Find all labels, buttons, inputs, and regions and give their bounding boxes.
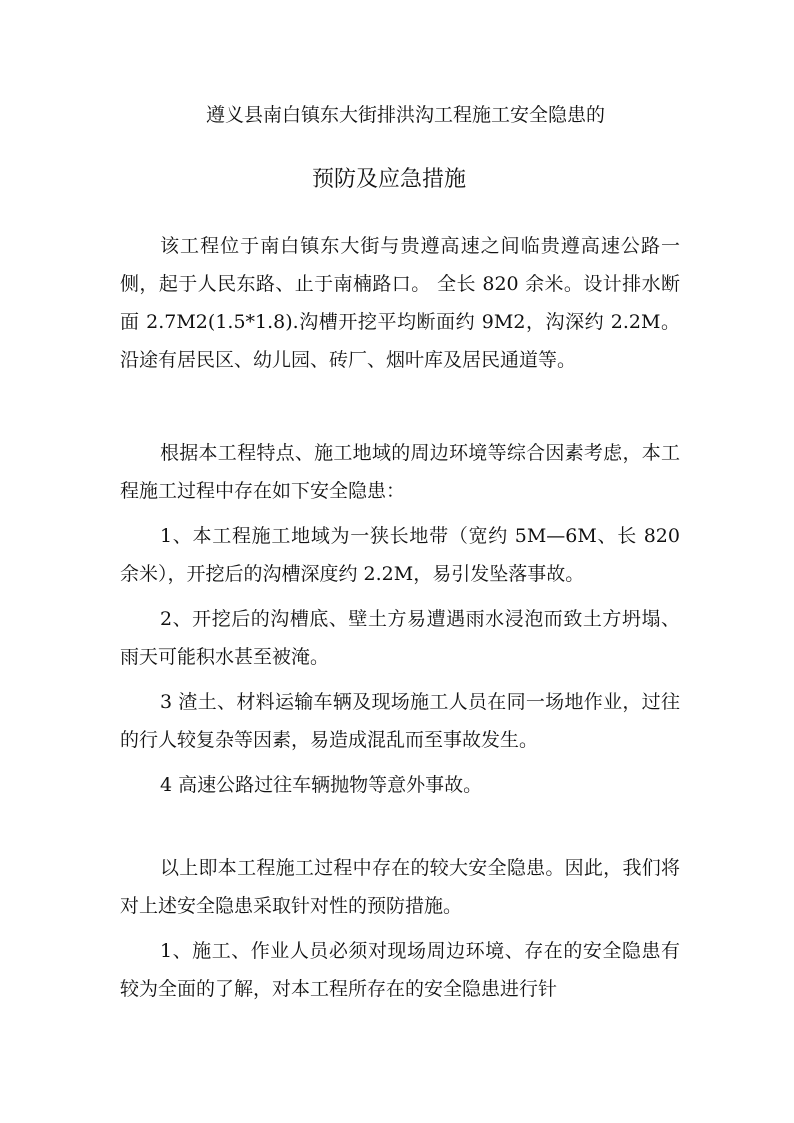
- paragraph-hazard-4: 4 高速公路过往车辆抛物等意外事故。: [160, 774, 483, 796]
- paragraph-hazard-1: 1、本工程施工地域为一狭长地带（宽约 5M—6M、长 820 余米），开挖后的沟槽深度约 2.2M，易引发坠落事故。: [120, 525, 680, 585]
- document-title-line2: 预防及应急措施: [312, 167, 467, 192]
- paragraph-project-overview: 该工程位于南白镇东大街与贵遵高速之间临贵遵高速公路一侧，起于人民东路、止于南楠路口。 全长 820 余米。设计排水断面 2.7M2(1.5*1.8).沟槽开挖平均断面约 9M2，沟深约 2.2M。沿途有居民区、幼儿园、砖厂、烟叶库及居民通道等。: [120, 235, 680, 371]
- paragraph-summary: 以上即本工程施工过程中存在的较大安全隐患。因此，我们将对上述安全隐患采取针对性的预防措施。: [120, 857, 680, 917]
- paragraph-hazard-3: 3 渣土、材料运输车辆及现场施工人员在同一场地作业，过往的行人较复杂等因素，易造成混乱而至事故发生。: [120, 691, 680, 751]
- paragraph-hazard-intro: 根据本工程特点、施工地域的周边环境等综合因素考虑，本工程施工过程中存在如下安全隐患：: [120, 442, 680, 502]
- paragraph-hazard-2: 2、开挖后的沟槽底、壁土方易遭遇雨水浸泡而致土方坍塌、雨天可能积水甚至被淹。: [120, 608, 680, 668]
- document-title-line1: 遵义县南白镇东大街排洪沟工程施工安全隐患的: [206, 104, 606, 126]
- paragraph-measure-1: 1、施工、作业人员必须对现场周边环境、存在的安全隐患有较为全面的了解，对本工程所存在的安全隐患进行针: [120, 940, 680, 1000]
